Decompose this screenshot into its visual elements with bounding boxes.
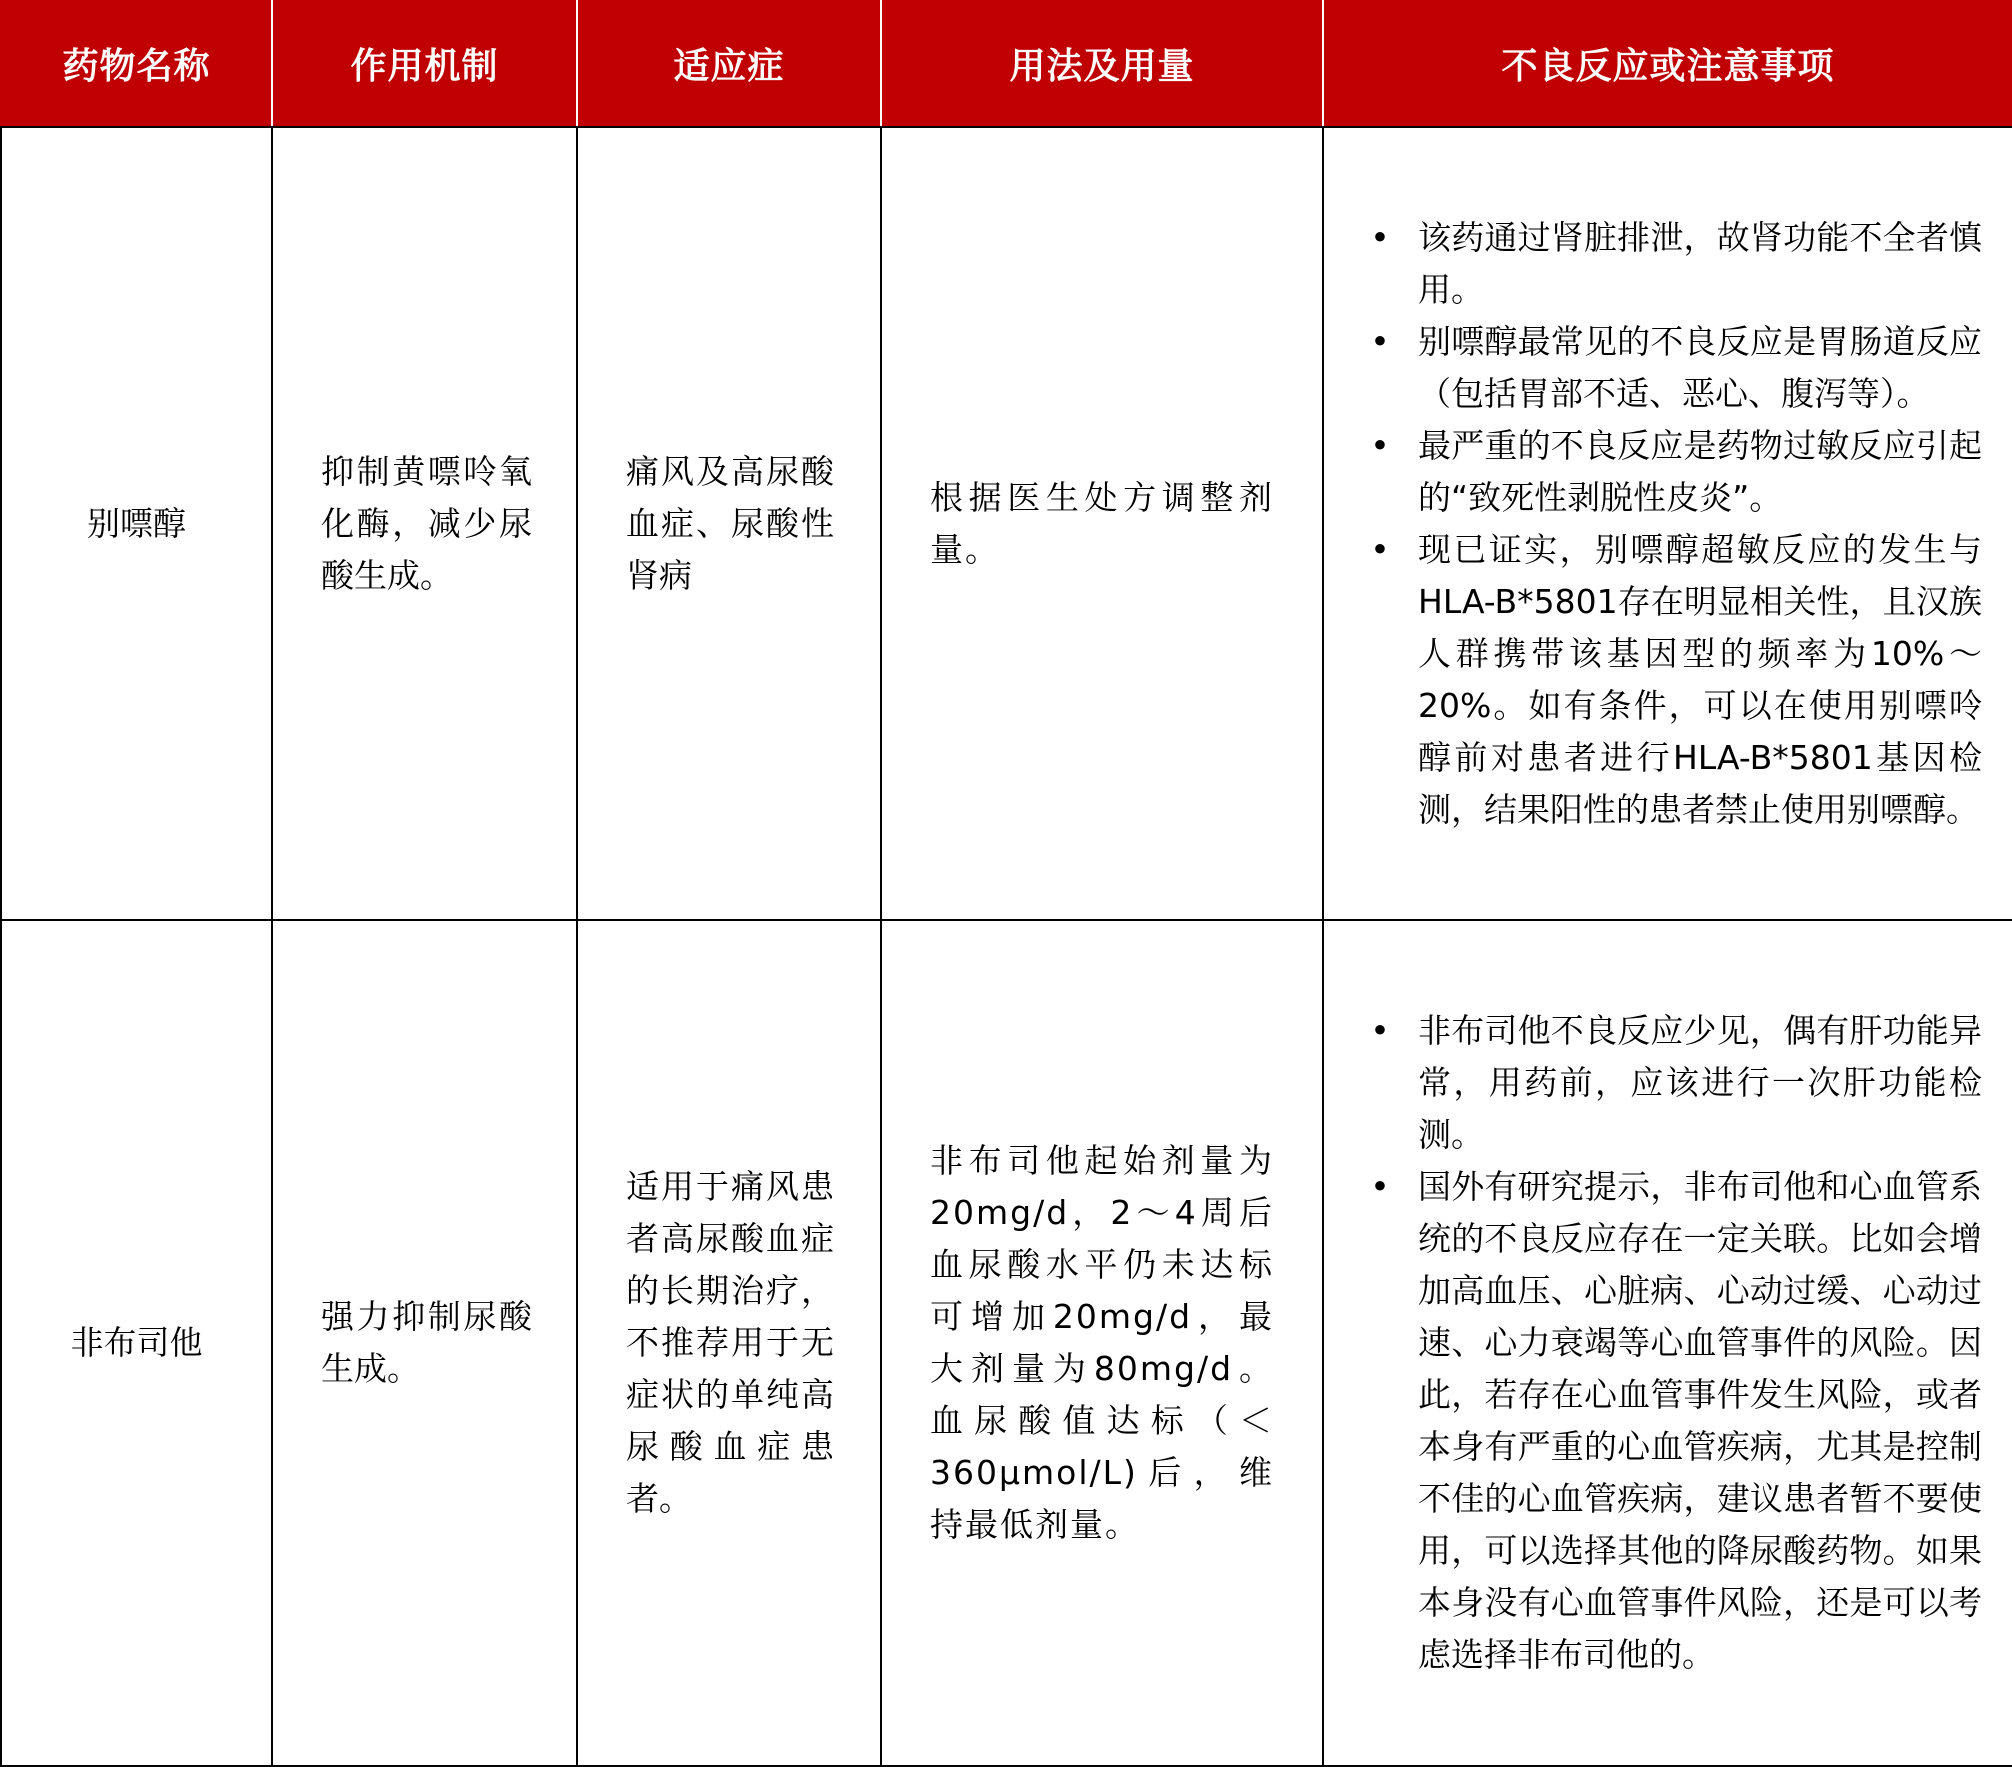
table-header — [1, 0, 2012, 127]
note-item — [1370, 420, 1982, 524]
header-mechanism: 作用机制 — [272, 0, 577, 127]
notes-cell — [1323, 127, 2012, 920]
bullet-icon: • — [1370, 1167, 1390, 1206]
mechanism-text: 强力抑制尿酸生成。 — [321, 1297, 532, 1388]
note-text: 该药通过肾脏排泄，故肾功能不全者慎用。 — [1418, 217, 1982, 309]
mechanism-cell — [272, 127, 577, 920]
indication-cell — [577, 920, 881, 1766]
bullet-icon: • — [1370, 425, 1390, 465]
note-text: 别嘌醇最常见的不良反应是胃肠道反应（包括胃部不适、恶心、腹泻等）。 — [1418, 321, 1982, 413]
dosage-text: 根据医生处方调整剂量。 — [930, 477, 1274, 569]
notes-list — [1370, 212, 1982, 836]
bullet-icon: • — [1370, 217, 1390, 257]
table-row — [1, 920, 2012, 1766]
drug-name-cell: 非布司他 — [1, 920, 272, 1766]
bullet-icon: • — [1370, 1011, 1390, 1050]
notes-list — [1370, 1005, 1982, 1681]
indication-text: 痛风及高尿酸血症、尿酸性肾病 — [626, 451, 834, 595]
header-drug-name: 药物名称 — [1, 0, 272, 127]
drug-name-cell: 别嘌醇 — [1, 127, 272, 920]
note-text: 最严重的不良反应是药物过敏反应引起的“致死性剥脱性皮炎”。 — [1418, 425, 1982, 517]
bullet-icon: • — [1370, 321, 1390, 361]
mechanism-cell — [272, 920, 577, 1766]
dosage-cell — [881, 127, 1323, 920]
note-item — [1370, 1005, 1982, 1161]
note-item — [1370, 316, 1982, 420]
mechanism-text: 抑制黄嘌呤氧化酶，减少尿酸生成。 — [321, 451, 532, 595]
note-text: 现已证实，别嘌醇超敏反应的发生与HLA-B*5801存在明显相关性，且汉族人群携带该基因型的频率为10%～20%。如有条件，可以在使用别嘌呤醇前对患者进行HLA-B*5801基因检测，结果阳性的患者禁止使用别嘌醇。 — [1418, 529, 1982, 829]
header-row — [1, 0, 2012, 127]
dosage-cell — [881, 920, 1323, 1766]
indication-cell — [577, 127, 881, 920]
table-body — [1, 127, 2012, 1766]
header-dosage: 用法及用量 — [881, 0, 1323, 127]
note-item — [1370, 1161, 1982, 1681]
indication-text: 适用于痛风患者高尿酸血症的长期治疗，不推荐用于无症状的单纯高尿酸血症患者。 — [626, 1167, 834, 1518]
table-row — [1, 127, 2012, 920]
dosage-text: 非布司他起始剂量为20mg/d，2～4周后血尿酸水平仍未达标可增加20mg/d，最大剂量为80mg/d。血尿酸值达标（＜360μmol/L)后，维持最低剂量。 — [930, 1141, 1274, 1544]
bullet-icon: • — [1370, 529, 1390, 569]
note-text: 非布司他不良反应少见，偶有肝功能异常，用药前，应该进行一次肝功能检测。 — [1418, 1011, 1982, 1154]
note-item — [1370, 524, 1982, 836]
note-item — [1370, 212, 1982, 316]
notes-cell — [1323, 920, 2012, 1766]
header-indication: 适应症 — [577, 0, 881, 127]
note-text: 国外有研究提示，非布司他和心血管系统的不良反应存在一定关联。比如会增加高血压、心脏病、心动过缓、心动过速、心力衰竭等心血管事件的风险。因此，若存在心血管事件发生风险，或者本身有严重的心血管疾病，尤其是控制不佳的心血管疾病，建议患者暂不要使用，可以选择其他的降尿酸药物。如果本身没有心血管事件风险，还是可以考虑选择非布司他的。 — [1418, 1167, 1982, 1674]
header-notes: 不良反应或注意事项 — [1323, 0, 2012, 127]
